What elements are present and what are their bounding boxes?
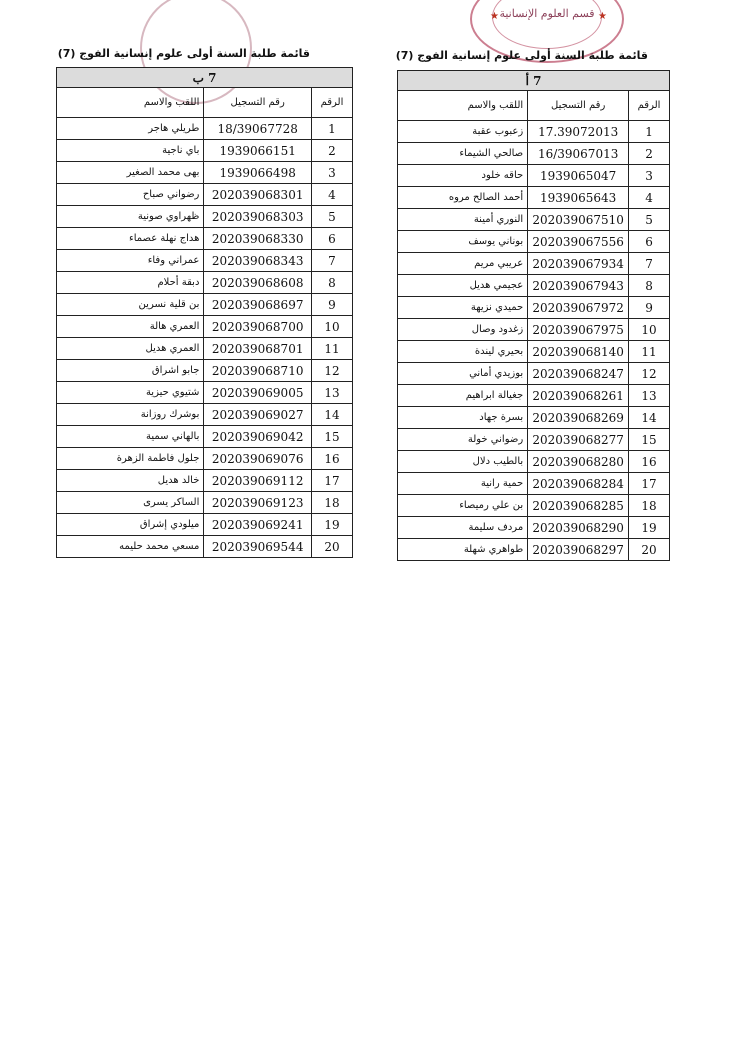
- group-label: 7 أ: [398, 71, 670, 91]
- table-row: [398, 539, 670, 561]
- registration-number: 202039068697: [204, 294, 312, 316]
- row-number: 10: [311, 316, 352, 338]
- table-row: [398, 407, 670, 429]
- row-number: 7: [629, 253, 670, 275]
- registration-number: 202039069042: [204, 426, 312, 448]
- right-student-table: [397, 70, 670, 561]
- registration-number: 202039068280: [528, 451, 629, 473]
- row-number: 19: [629, 517, 670, 539]
- table-row: [398, 165, 670, 187]
- student-name: حمية رانية: [398, 473, 528, 495]
- row-number: 1: [311, 118, 352, 140]
- student-name: ظهراوي صونية: [57, 206, 204, 228]
- registration-number: 202039067972: [528, 297, 629, 319]
- student-name: دبقة أحلام: [57, 272, 204, 294]
- registration-number: 202039068285: [528, 495, 629, 517]
- student-name: عريبي مريم: [398, 253, 528, 275]
- row-number: 19: [311, 514, 352, 536]
- row-number: 5: [629, 209, 670, 231]
- row-number: 3: [629, 165, 670, 187]
- registration-number: 202039068301: [204, 184, 312, 206]
- row-number: 4: [629, 187, 670, 209]
- row-number: 2: [629, 143, 670, 165]
- left-list-title: قائمة طلبة السنة أولى علوم إنسانية الفوج (7): [57, 47, 310, 60]
- student-name: بن علي رميصاء: [398, 495, 528, 517]
- registration-number: 202039069112: [204, 470, 312, 492]
- registration-number: 202039069005: [204, 382, 312, 404]
- student-name: صالحي الشيماء: [398, 143, 528, 165]
- registration-number: 202039068247: [528, 363, 629, 385]
- row-number: 9: [311, 294, 352, 316]
- student-name: هداج نهلة عصماء: [57, 228, 204, 250]
- row-number: 13: [629, 385, 670, 407]
- registration-number: 202039068277: [528, 429, 629, 451]
- student-name: رضواني صباح: [57, 184, 204, 206]
- row-number: 1: [629, 121, 670, 143]
- student-name: جلول فاطمة الزهرة: [57, 448, 204, 470]
- right-list-title: قائمة طلبة السنة أولى علوم إنسانية الفوج (7): [395, 49, 648, 62]
- registration-number: 202039069544: [204, 536, 312, 558]
- row-number: 14: [629, 407, 670, 429]
- table-row: [57, 162, 353, 184]
- row-number: 20: [311, 536, 352, 558]
- table-row: [398, 275, 670, 297]
- registration-number: 202039069076: [204, 448, 312, 470]
- row-number: 11: [629, 341, 670, 363]
- table-row: [57, 184, 353, 206]
- star-icon: ★: [598, 11, 607, 22]
- row-number: 16: [311, 448, 352, 470]
- row-number: 17: [311, 470, 352, 492]
- table-row: [57, 140, 353, 162]
- table-row: [57, 536, 353, 558]
- student-name: ميلودي إشراق: [57, 514, 204, 536]
- table-row: [57, 492, 353, 514]
- student-name: العمري هديل: [57, 338, 204, 360]
- row-number: 20: [629, 539, 670, 561]
- student-name: بوزيدي أماني: [398, 363, 528, 385]
- table-row: [57, 404, 353, 426]
- row-number: 6: [311, 228, 352, 250]
- table-row: [398, 253, 670, 275]
- registration-number: 17.39072013: [528, 121, 629, 143]
- registration-number: 202039067934: [528, 253, 629, 275]
- table-row: [398, 451, 670, 473]
- table-row: [57, 272, 353, 294]
- registration-number: 202039067510: [528, 209, 629, 231]
- student-name: رضواني خولة: [398, 429, 528, 451]
- student-name: جغيالة ابراهيم: [398, 385, 528, 407]
- table-row: [398, 297, 670, 319]
- registration-number: 202039068284: [528, 473, 629, 495]
- table-row: [398, 429, 670, 451]
- table-row: [57, 206, 353, 228]
- department-stamp-text: قسم العلوم الإنسانية: [499, 7, 595, 20]
- column-header-number: الرقم: [311, 88, 352, 118]
- row-number: 4: [311, 184, 352, 206]
- column-header-registration: رقم التسجيل: [204, 88, 312, 118]
- row-number: 5: [311, 206, 352, 228]
- student-name: جابو اشراق: [57, 360, 204, 382]
- row-number: 18: [311, 492, 352, 514]
- table-row: [57, 448, 353, 470]
- student-name: زعبوب عقبة: [398, 121, 528, 143]
- row-number: 11: [311, 338, 352, 360]
- registration-number: 202039068343: [204, 250, 312, 272]
- table-row: [398, 385, 670, 407]
- registration-number: 202039069027: [204, 404, 312, 426]
- left-student-table: [56, 67, 353, 558]
- student-name: بسرة جهاد: [398, 407, 528, 429]
- table-row: [398, 495, 670, 517]
- table-row: [57, 470, 353, 492]
- student-name: طواهري شهلة: [398, 539, 528, 561]
- table-row: [57, 426, 353, 448]
- table-row: [398, 231, 670, 253]
- registration-number: 1939065643: [528, 187, 629, 209]
- student-name: مردف سليمة: [398, 517, 528, 539]
- column-header-name: اللقب والاسم: [398, 91, 528, 121]
- table-row: [57, 360, 353, 382]
- student-name: الساكر يسرى: [57, 492, 204, 514]
- student-name: عجيمي هديل: [398, 275, 528, 297]
- registration-number: 1939066151: [204, 140, 312, 162]
- row-number: 12: [629, 363, 670, 385]
- student-name: شتيوي حيزية: [57, 382, 204, 404]
- student-name: حاقه خلود: [398, 165, 528, 187]
- row-number: 8: [629, 275, 670, 297]
- table-row: [398, 363, 670, 385]
- registration-number: 202039068608: [204, 272, 312, 294]
- registration-number: 1939066498: [204, 162, 312, 184]
- star-icon: ★: [490, 11, 499, 22]
- registration-number: 202039068261: [528, 385, 629, 407]
- student-name: خالد هديل: [57, 470, 204, 492]
- table-row: [398, 143, 670, 165]
- student-name: مسعي محمد حليمه: [57, 536, 204, 558]
- student-name: زغدود وصال: [398, 319, 528, 341]
- student-name: بهى محمد الصغير: [57, 162, 204, 184]
- student-name: العمري هالة: [57, 316, 204, 338]
- table-row: [398, 473, 670, 495]
- student-name: بوشرك روزانة: [57, 404, 204, 426]
- row-number: 3: [311, 162, 352, 184]
- table-row: [57, 382, 353, 404]
- student-name: بالهاني سمية: [57, 426, 204, 448]
- student-name: بن قلية نسرين: [57, 294, 204, 316]
- registration-number: 202039068297: [528, 539, 629, 561]
- table-row: [398, 341, 670, 363]
- registration-number: 202039068710: [204, 360, 312, 382]
- registration-number: 202039068290: [528, 517, 629, 539]
- row-number: 18: [629, 495, 670, 517]
- registration-number: 202039069241: [204, 514, 312, 536]
- row-number: 15: [629, 429, 670, 451]
- registration-number: 18/39067728: [204, 118, 312, 140]
- table-row: [57, 228, 353, 250]
- registration-number: 1939065047: [528, 165, 629, 187]
- row-number: 13: [311, 382, 352, 404]
- table-row: [398, 209, 670, 231]
- registration-number: 202039068700: [204, 316, 312, 338]
- row-number: 17: [629, 473, 670, 495]
- column-header-registration: رقم التسجيل: [528, 91, 629, 121]
- registration-number: 202039068330: [204, 228, 312, 250]
- student-name: بحيري ليندة: [398, 341, 528, 363]
- column-header-name: اللقب والاسم: [57, 88, 204, 118]
- table-row: [57, 250, 353, 272]
- row-number: 8: [311, 272, 352, 294]
- table-row: [57, 118, 353, 140]
- student-name: باي ناجية: [57, 140, 204, 162]
- row-number: 9: [629, 297, 670, 319]
- student-name: النوري أمينة: [398, 209, 528, 231]
- registration-number: 202039067975: [528, 319, 629, 341]
- table-row: [57, 514, 353, 536]
- student-name: حميدي نزيهة: [398, 297, 528, 319]
- registration-number: 202039068140: [528, 341, 629, 363]
- student-name: بالطيب دلال: [398, 451, 528, 473]
- table-row: [57, 338, 353, 360]
- student-name: عمراني وفاء: [57, 250, 204, 272]
- registration-number: 202039067556: [528, 231, 629, 253]
- student-name: طريلي هاجر: [57, 118, 204, 140]
- registration-number: 202039068269: [528, 407, 629, 429]
- row-number: 15: [311, 426, 352, 448]
- registration-number: 202039068701: [204, 338, 312, 360]
- registration-number: 202039068303: [204, 206, 312, 228]
- group-label: 7 ب: [57, 68, 353, 88]
- table-row: [57, 316, 353, 338]
- table-row: [398, 517, 670, 539]
- row-number: 10: [629, 319, 670, 341]
- table-row: [398, 319, 670, 341]
- table-row: [57, 294, 353, 316]
- registration-number: 202039069123: [204, 492, 312, 514]
- row-number: 6: [629, 231, 670, 253]
- student-name: أحمد الصالح مروه: [398, 187, 528, 209]
- row-number: 16: [629, 451, 670, 473]
- column-header-number: الرقم: [629, 91, 670, 121]
- row-number: 7: [311, 250, 352, 272]
- row-number: 2: [311, 140, 352, 162]
- student-name: بوناني يوسف: [398, 231, 528, 253]
- row-number: 12: [311, 360, 352, 382]
- table-row: [398, 121, 670, 143]
- registration-number: 202039067943: [528, 275, 629, 297]
- row-number: 14: [311, 404, 352, 426]
- registration-number: 16/39067013: [528, 143, 629, 165]
- table-row: [398, 187, 670, 209]
